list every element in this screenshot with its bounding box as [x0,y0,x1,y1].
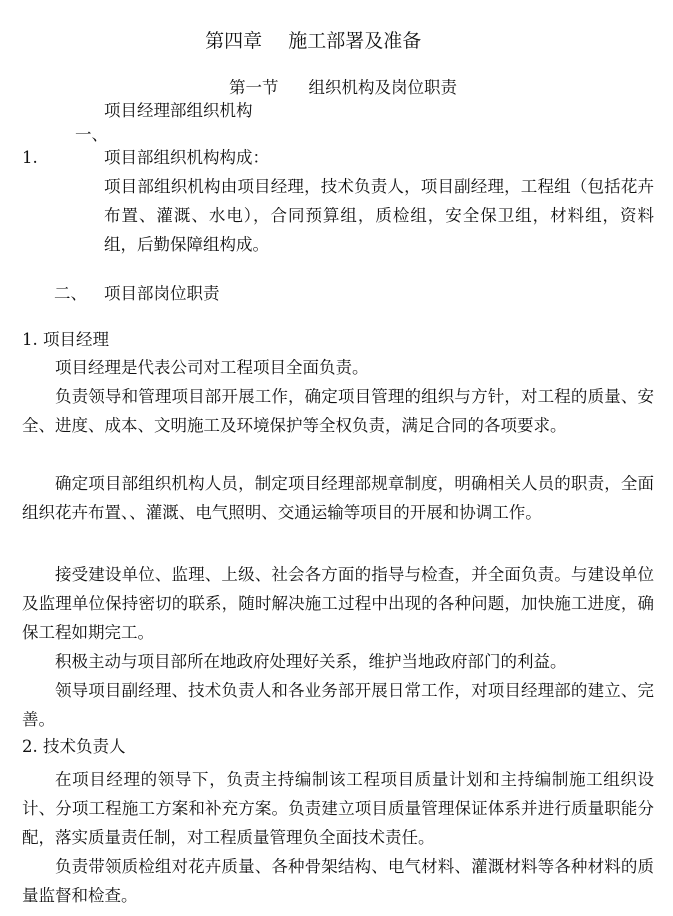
section-number: 第一节 [228,78,279,97]
role-1-paragraph: 负责领导和管理项目部开展工作，确定项目管理的组织与方针，对工程的质量、安全、进度、成本、文明施工及环境保护等全权负责，满足合同的各项要求。 [22,387,654,435]
heading-two-number: 二、 [54,284,87,303]
role-project-manager-title: 1. 项目经理 [22,330,109,349]
heading-one-number: 一、 [74,125,108,144]
role-2-paragraph: 负责带领质检组对花卉质量、各种骨架结构、电气材料、灌溉材料等各种材料的质量监督和检查。 [22,857,654,905]
heading-one-title: 项目经理部组织机构 [104,101,253,120]
chapter-title: 施工部署及准备 [288,30,422,52]
item-1-heading: 项目部组织机构构成： [104,148,269,167]
role-1-paragraph: 项目经理是代表公司对工程项目全面负责。 [55,358,369,377]
heading-two-title: 项目部岗位职责 [104,284,220,303]
section-title: 组织机构及岗位职责 [308,78,457,97]
role-2-paragraph: 在项目经理的领导下，负责主持编制该工程项目质量计划和主持编制施工组织设计、分项工程施工方案和补充方案。负责建立项目质量管理保证体系并进行质量职能分配，落实质量责任制，对工程质量管理负全面技术责任。 [22,770,654,847]
item-1-number: 1. [22,148,38,167]
role-1-paragraph: 积极主动与项目部所在地政府处理好关系，维护当地政府部门的利益。 [55,652,567,671]
role-1-paragraph: 领导项目副经理、技术负责人和各业务部开展日常工作，对项目经理部的建立、完善。 [22,681,654,729]
role-technical-lead-title: 2. 技术负责人 [22,737,126,756]
heading-one [54,99,108,171]
role-1-paragraph: 接受建设单位、监理、上级、社会各方面的指导与检查，并全面负责。与建设单位及监理单位保持密切的联系，随时解决施工过程中出现的各种问题，加快施工进度，确保工程如期完工。 [22,565,654,642]
chapter-number: 第四章 [205,30,263,52]
role-1-paragraph: 确定项目部组织机构人员，制定项目经理部规章制度，明确相关人员的职责，全面组织花卉布置、、灌溉、电气照明、交通运输等项目的开展和协调工作。 [22,474,654,522]
item-1-body: 项目部组织机构由项目经理，技术负责人，项目副经理，工程组（包括花卉布置、灌溉、水电），合同预算组，质检组，安全保卫组，材料组，资料组，后勤保障组构成。 [104,177,654,254]
